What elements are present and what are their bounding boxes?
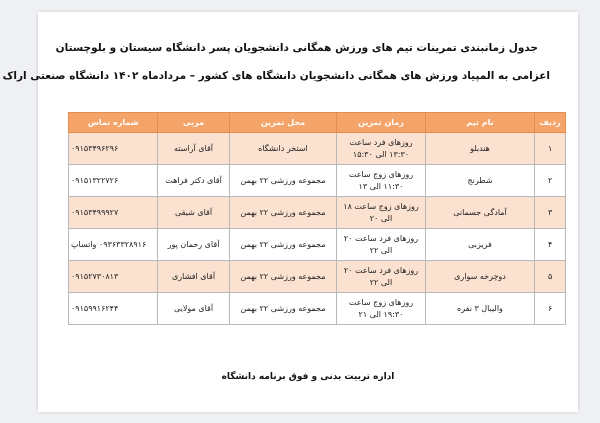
cell-row-number: ۵ — [535, 261, 566, 293]
header-place: محل تمرین — [229, 113, 337, 133]
table-row — [69, 197, 566, 229]
header-team: نام تیم — [425, 113, 535, 133]
table-row — [69, 133, 566, 165]
cell-time: روزهای فرد ساعت ۱۳:۳۰ الی ۱۵:۳۰ — [337, 133, 425, 165]
table-row — [69, 229, 566, 261]
cell-team: شطرنج — [425, 165, 535, 197]
cell-coach: آقای رحمان پور — [158, 229, 229, 261]
cell-place: مجموعه ورزشی ۲۲ بهمن — [229, 261, 337, 293]
cell-time: روزهای زوج ساعت ۱۸ الی ۲۰ — [337, 197, 425, 229]
cell-coach: آقای آراسته — [158, 133, 229, 165]
cell-team: فریزبی — [425, 229, 535, 261]
cell-phone: ۰۹۳۶۳۳۲۸۹۱۶ واتساپ — [69, 229, 158, 261]
cell-row-number: ۶ — [535, 293, 566, 325]
schedule-table — [68, 112, 566, 325]
cell-phone: ۰۹۱۵۳۴۹۹۹۲۷ — [69, 197, 158, 229]
cell-coach: آقای مولایی — [158, 293, 229, 325]
header-coach: مربی — [158, 113, 229, 133]
table-header-row — [69, 113, 566, 133]
cell-phone: ۰۹۱۵۲۷۳۰۸۱۳ — [69, 261, 158, 293]
cell-row-number: ۳ — [535, 197, 566, 229]
page-subtitle: اعزامی به المپیاد ورزش های همگانی دانشجویان دانشگاه های کشور – مردادماه ۱۴۰۲ دانشگاه صنعتی اراک — [2, 70, 550, 82]
header-phone: شماره تماس — [69, 113, 158, 133]
cell-team: دوچرخه سواری — [425, 261, 535, 293]
cell-coach: آقای شیقی — [158, 197, 229, 229]
footer-signature-text: اداره تربیت بدنی و فوق برنامه دانشگاه — [221, 372, 395, 382]
cell-time: روزهای زوج ساعت ۱۱:۳۰ الی ۱۳ — [337, 165, 425, 197]
cell-time: روزهای فرد ساعت ۲۰ الی ۲۲ — [337, 261, 425, 293]
cell-coach: آقای دکتر فراهت — [158, 165, 229, 197]
cell-team: هندبلو — [425, 133, 535, 165]
cell-phone: ۰۹۱۵۱۳۲۲۷۲۶ — [69, 165, 158, 197]
cell-row-number: ۲ — [535, 165, 566, 197]
cell-place: مجموعه ورزشی ۲۲ بهمن — [229, 229, 337, 261]
cell-coach: آقای افشاری — [158, 261, 229, 293]
page-title: جدول زمانبندی تمرینات تیم های ورزش همگانی دانشجویان پسر دانشگاه سیستان و بلوچستان — [55, 42, 538, 54]
cell-row-number: ۴ — [535, 229, 566, 261]
cell-phone: ۰۹۱۵۳۴۹۶۲۹۶ — [69, 133, 158, 165]
header-row-number: ردیف — [535, 113, 566, 133]
cell-place: مجموعه ورزشی ۲۲ بهمن — [229, 197, 337, 229]
table-row — [69, 165, 566, 197]
cell-place: مجموعه ورزشی ۲۲ بهمن — [229, 165, 337, 197]
cell-phone: ۰۹۱۵۹۹۱۶۲۴۴ — [69, 293, 158, 325]
document-page — [2, 12, 578, 412]
cell-place: مجموعه ورزشی ۲۲ بهمن — [229, 293, 337, 325]
table-row — [69, 261, 566, 293]
cell-team: آمادگی جسمانی — [425, 197, 535, 229]
header-time: زمان تمرین — [337, 113, 425, 133]
cell-team: والیبال ۳ نفره — [425, 293, 535, 325]
cell-row-number: ۱ — [535, 133, 566, 165]
table-row — [69, 293, 566, 325]
cell-time: روزهای زوج ساعت ۱۹:۳۰ الی ۲۱ — [337, 293, 425, 325]
cell-time: روزهای فرد ساعت ۲۰ الی ۲۲ — [337, 229, 425, 261]
cell-place: استخر دانشگاه — [229, 133, 337, 165]
